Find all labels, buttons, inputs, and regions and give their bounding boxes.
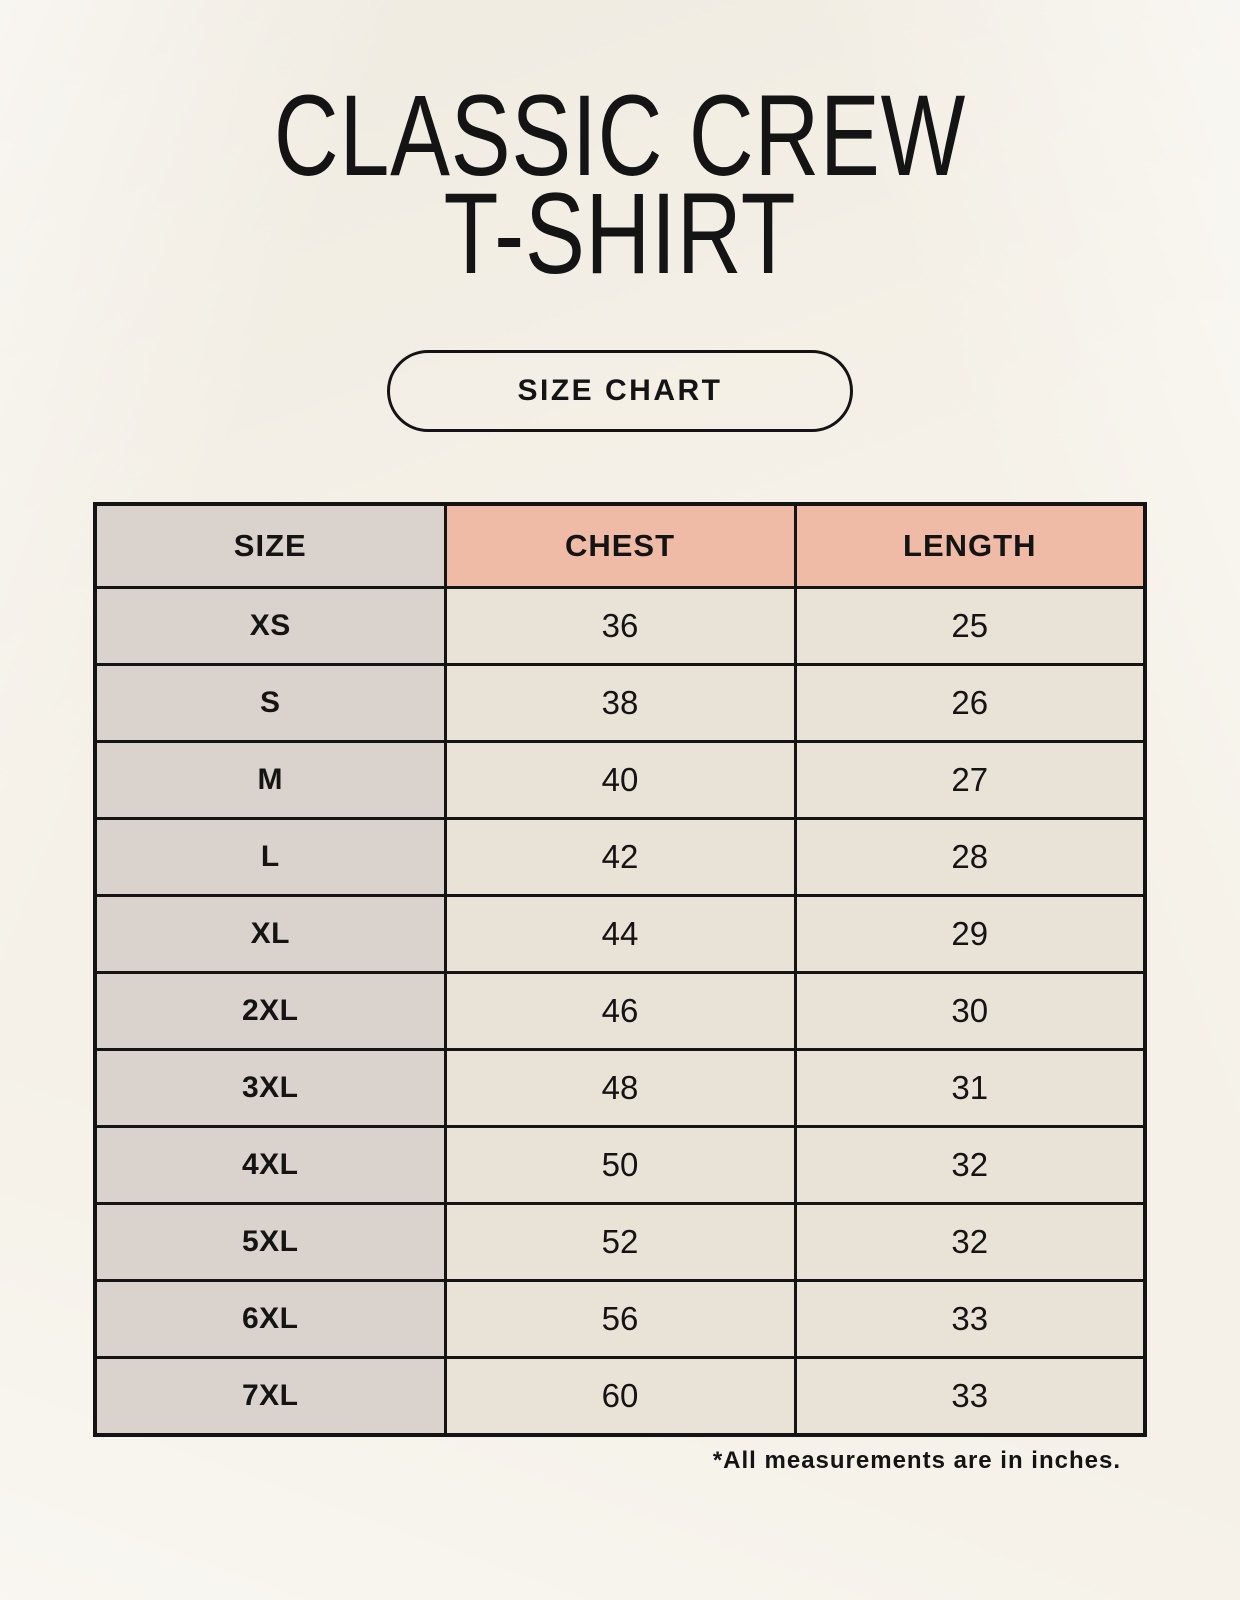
column-header-length: LENGTH	[795, 504, 1145, 588]
table-row	[95, 972, 1145, 1049]
size-cell: XS	[95, 587, 445, 664]
size-cell: XL	[95, 895, 445, 972]
table-row	[95, 664, 1145, 741]
length-cell: 26	[795, 664, 1145, 741]
length-cell: 25	[795, 587, 1145, 664]
length-cell: 33	[795, 1280, 1145, 1357]
table-row	[95, 741, 1145, 818]
chest-cell: 50	[445, 1126, 795, 1203]
table-row	[95, 895, 1145, 972]
page-title-line-1: CLASSIC CREW	[273, 72, 967, 200]
column-header-size: SIZE	[95, 504, 445, 588]
measurements-footnote: *All measurements are in inches.	[712, 1446, 1121, 1474]
chest-cell: 60	[445, 1357, 795, 1435]
length-cell: 32	[795, 1203, 1145, 1280]
size-cell: M	[95, 741, 445, 818]
chest-cell: 56	[445, 1280, 795, 1357]
table-row	[95, 587, 1145, 664]
size-cell: L	[95, 818, 445, 895]
size-cell: 5XL	[95, 1203, 445, 1280]
table-row	[95, 1357, 1145, 1435]
table-row	[95, 1049, 1145, 1126]
table-row	[95, 818, 1145, 895]
page-title	[136, 0, 1103, 298]
table-row	[95, 1126, 1145, 1203]
chest-cell: 52	[445, 1203, 795, 1280]
length-cell: 27	[795, 741, 1145, 818]
length-cell: 29	[795, 895, 1145, 972]
size-table-body	[95, 587, 1145, 1435]
chest-cell: 44	[445, 895, 795, 972]
chest-cell: 46	[445, 972, 795, 1049]
chest-cell: 40	[445, 741, 795, 818]
size-chart-button[interactable]	[387, 350, 853, 432]
size-cell: 2XL	[95, 972, 445, 1049]
table-row	[95, 1203, 1145, 1280]
chest-cell: 38	[445, 664, 795, 741]
page-title-line-2: T-SHIRT	[443, 169, 797, 298]
length-cell: 28	[795, 818, 1145, 895]
size-chart-button-label: SIZE CHART	[517, 373, 723, 407]
length-cell: 32	[795, 1126, 1145, 1203]
size-cell: 4XL	[95, 1126, 445, 1203]
table-header-row	[95, 504, 1145, 588]
size-cell: 3XL	[95, 1049, 445, 1126]
size-cell: 7XL	[95, 1357, 445, 1435]
length-cell: 33	[795, 1357, 1145, 1435]
chest-cell: 48	[445, 1049, 795, 1126]
chest-cell: 42	[445, 818, 795, 895]
chest-cell: 36	[445, 587, 795, 664]
column-header-chest: CHEST	[445, 504, 795, 588]
size-cell: 6XL	[95, 1280, 445, 1357]
length-cell: 30	[795, 972, 1145, 1049]
size-table	[93, 502, 1147, 1437]
length-cell: 31	[795, 1049, 1145, 1126]
table-row	[95, 1280, 1145, 1357]
size-cell: S	[95, 664, 445, 741]
